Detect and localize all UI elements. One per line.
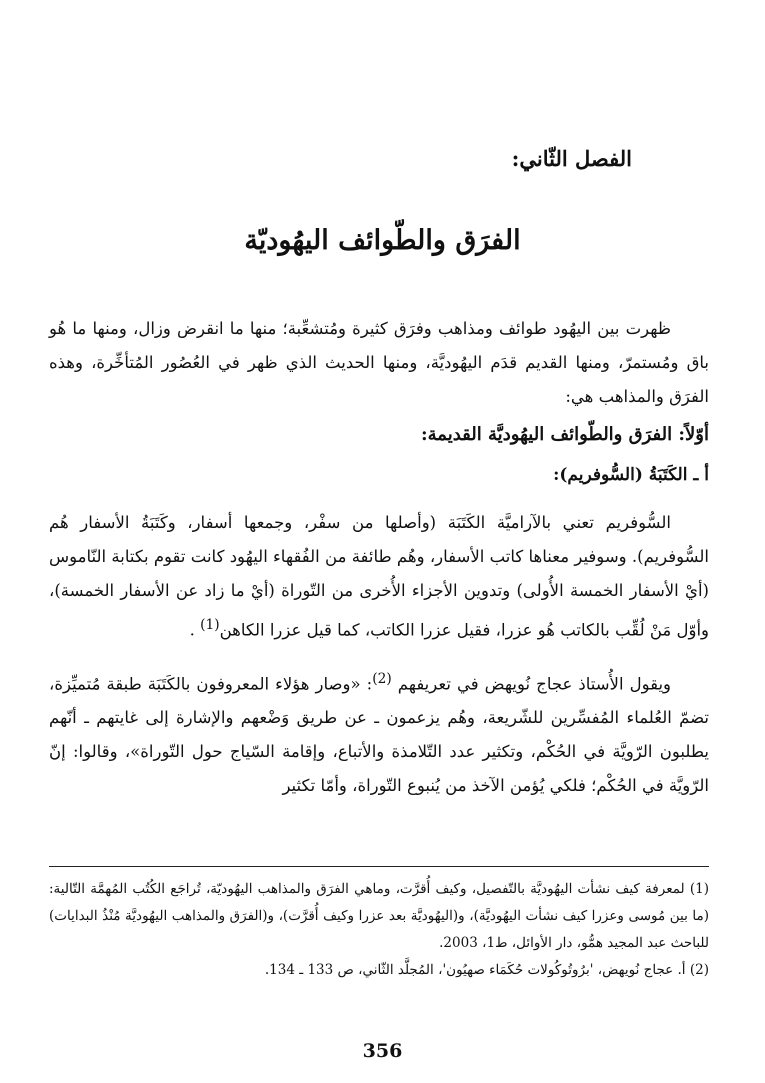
footnote-divider: [49, 866, 709, 867]
footnotes: [49, 876, 709, 984]
paragraph-nuwayhid-start: ويقول الأُستاذ عجاج نُويهض في تعريفهم: [397, 674, 672, 693]
subheading: أ ـ الكَتَبَةُ (السُّوفريم):: [553, 465, 709, 485]
paragraph-nuwayhid-rest: : «وصار هؤلاء المعروفون بالكَتَبَة طبقة مُتميِّزة، تضمّ العُلماء المُفسِّرين للشّريعة، وهُم يزعمون ـ عن طريق وَضْعهم والإشارة إلى غايتهم ـ أنّهم يطلبون الرّويَّة في الحُكْم، وتكثير عدد التّلامذة والأتباع، وإقامة السّياج حول التّوراة»، وقالوا: إنّ الرّويَّة في الحُكْم؛ فلكي يُؤمن الآخذ من يُنبوع التّوراة، وأمّا تكثير: [49, 674, 709, 795]
section-heading: أوّلاً: الفرَق والطّوائف اليهُوديَّة القديمة:: [421, 424, 709, 445]
footnote-ref-1: (1): [200, 617, 220, 633]
page-number: 356: [362, 1040, 403, 1062]
body-text: [49, 312, 709, 803]
footnote-2: (2) أ. عجاج نُويهض، 'برُوتُوكُولات حُكَمَاء صهيُون'، المُجلَّد الثّاني، ص 133 ـ 134.: [264, 962, 709, 978]
intro-paragraph: ظهرت بين اليهُود طوائف ومذاهب وفرَق كثيرة ومُتشعِّبة؛ منها ما انقرض وزال، ومنها ما هُو باق ومُستمرّ، ومنها القديم قدَم اليهُوديَّة، ومنها الحديث الذي ظهر في العُصُور المُتأخِّرة، وهذه الفرَق والمذاهب هي:: [49, 319, 709, 406]
paragraph-soferim-text: السُّوفريم تعني بالآراميَّة الكَتَبَة (وأصلها من سفْر، وجمعها أسفار، وكَتَبَةُ الأسفار هُم السُّوفريم). وسوفير معناها كاتب الأسفار، وهُم طائفة من الفُقهاء اليهُود كانت تقوم بكتابة النّاموس (أيْ الأسفار الخمسة الأُولى) وتدوين الأجزاء الأُخرى من التّوراة (أيْ ما زاد عن الأسفار الخمسة)، وأوّل مَنْ لُقِّب بالكاتب هُو عزرا، فقيل عزرا الكاتب، كما قيل عزرا الكاهن: [49, 513, 709, 640]
chapter-title: الفرَق والطّوائف اليهُوديّة: [244, 225, 521, 256]
footnote-1: (1) لمعرفة كيف نشأت اليهُوديَّة بالتّفصيل، وكيف أُقرَّت، وماهي الفرَق والمذاهب اليهُوديّة، تُراجَع الكُتُب المُهمَّة التّالية: (ما بين مُوسى وعزرا كيف نشأت اليهُوديَّة)، و(اليهُوديَّة بعد عزرا وكيف أُقرَّت)، و(الفرَق والمذاهب اليهُوديَّة مُنْذُ البدايات) للباحث عبد المجيد همُّو، دار الأوائل، ط1، 2003.: [49, 881, 709, 951]
paragraph-soferim: السُّوفريم تعني بالآراميَّة الكَتَبَة (وأصلها من سفْر، وجمعها أسفار، وكَتَبَةُ الأسفار هُم السُّوفريم). وسوفير معناها كاتب الأسفار، وهُم طائفة من الفُقهاء اليهُود كانت تقوم بكتابة النّاموس (أيْ الأسفار الخمسة الأُولى) وتدوين الأجزاء الأُخرى من التّوراة (أيْ ما زاد عن الأسفار الخمسة)، وأوّل مَنْ لُقِّب بالكاتب هُو عزرا، فقيل عزرا الكاتب، كما قيل عزرا الكاهن$^{(1)}$ .: [49, 513, 709, 640]
footnote-ref-2: (2): [372, 670, 392, 687]
paragraph-nuwayhid: [49, 662, 709, 804]
chapter-label: الفصل الثّاني:: [511, 146, 632, 171]
